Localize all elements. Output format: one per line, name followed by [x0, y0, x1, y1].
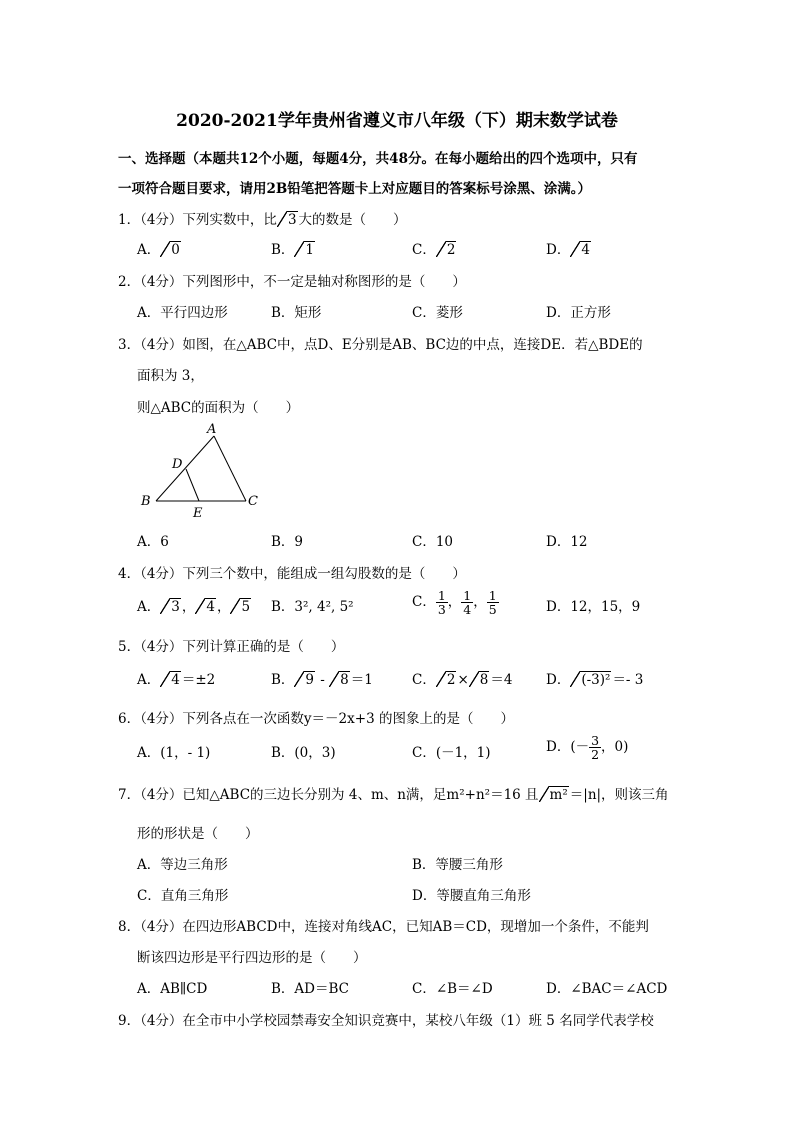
q6-option-b: B．(0，3)	[271, 745, 336, 761]
q4-option-b: B．3², 4², 5²	[271, 599, 354, 615]
edge-ac	[214, 436, 246, 501]
q7-option-d: D．等腰直角三角形	[412, 888, 531, 904]
triangle-figure	[135, 420, 265, 520]
edge-ab	[156, 436, 214, 501]
q3-option-d: D．12	[546, 534, 588, 550]
question-4-stem: 4．（4分）下列三个数中，能组成一组勾股数的是（ ）	[118, 566, 466, 582]
q2-option-b: B．矩形	[271, 305, 322, 321]
q3-option-a: A．6	[137, 534, 169, 550]
q8-option-b: B．AD＝BC	[271, 981, 349, 997]
page-title: 2020-2021学年贵州省遵义市八年级（下）期末数学试卷	[176, 111, 618, 131]
question-7-line1: 7．（4分）已知△ABC的三边长分别为 4、m、n满，足m²+n²＝16 且 m² ＝|n|，则该三角	[118, 787, 669, 803]
label-e: E	[193, 506, 203, 520]
question-3-line1: 3．（4分）如图，在△ABC中，点D、E分别是AB、BC边的中点，连接DE．若△BDE的	[118, 337, 643, 353]
question-7-line2: 形的形状是（ ）	[137, 826, 259, 842]
question-6-stem: 6．（4分）下列各点在一次函数y＝－2x+3 的图象上的是（ ）	[118, 711, 514, 727]
label-a: A	[207, 422, 217, 437]
q1-option-a: A． 0	[137, 242, 180, 258]
q7-option-c: C．直角三角形	[137, 888, 229, 904]
q3-option-b: B．9	[271, 534, 304, 550]
label-d: D	[172, 457, 183, 472]
q7-option-b: B．等腰三角形	[412, 857, 503, 873]
q6-option-c: C．(－1，1)	[412, 745, 491, 761]
q5-option-b: B． 9 - 8 ＝1	[271, 672, 373, 688]
segment-de	[186, 469, 199, 501]
question-5-stem: 5．（4分）下列计算正确的是（ ）	[118, 639, 345, 655]
q5-option-a: A． 4 ＝±2	[137, 672, 216, 688]
q8-option-c: C．∠B＝∠D	[412, 981, 493, 997]
q6-option-a: A．(1，- 1)	[137, 745, 211, 761]
q6-option-d: D．(－ $\frac{3}{2}$ ，0)	[546, 733, 629, 763]
q7-option-a: A．等边三角形	[137, 857, 228, 873]
question-1-stem: 1．（4分）下列实数中，比 3 大的数是（ ）	[118, 212, 407, 228]
question-3-line3: 则△ABC的面积为（ ）	[137, 400, 300, 416]
label-b: B	[141, 494, 151, 509]
q2-option-c: C．菱形	[412, 305, 463, 321]
q1-option-c: C． 2	[412, 242, 456, 258]
question-9-line1: 9．（4分）在全市中小学校园禁毒安全知识竞赛中，某校八年级（1）班 5 名同学代表学校	[118, 1013, 654, 1029]
q3-option-c: C．10	[412, 534, 454, 550]
q5-option-d: D． (-3)² ＝- 3	[546, 672, 644, 688]
q2-option-d: D．正方形	[546, 305, 611, 321]
q4-option-a: A． 3 ， 4 ， 5	[137, 599, 251, 615]
label-c: C	[248, 494, 258, 509]
question-8-line1: 8．（4分）在四边形ABCD中，连接对角线AC，已知AB＝CD，现增加一个条件，不能判	[118, 919, 649, 935]
section-heading-line2: 一项符合题目要求，请用2B铅笔把答题卡上对应题目的答案标号涂黑、涂满。）	[118, 181, 592, 197]
question-8-line2: 断该四边形是平行四边形的是（ ）	[137, 950, 367, 966]
q8-option-a: A．AB∥CD	[137, 981, 208, 997]
q1-option-b: B． 1	[271, 242, 315, 258]
question-3-line2: 面积为 3，	[137, 368, 204, 384]
q5-option-c: C． 2 × 8 ＝4	[412, 672, 513, 688]
q1-option-d: D． 4	[546, 242, 590, 258]
question-2-stem: 2．（4分）下列图形中，不一定是轴对称图形的是（ ）	[118, 274, 466, 290]
q4-option-c: C． $\frac{1}{3}$ ， $\frac{1}{4}$ ， $\frac{1}{5}$	[412, 588, 497, 618]
q2-option-a: A．平行四边形	[137, 305, 228, 321]
q8-option-d: D．∠BAC＝∠ACD	[546, 981, 668, 997]
section-heading-line1: 一、选择题（本题共12个小题，每题4分，共48分。在每小题给出的四个选项中，只有	[118, 151, 638, 167]
q4-option-d: D．12，15，9	[546, 599, 641, 615]
